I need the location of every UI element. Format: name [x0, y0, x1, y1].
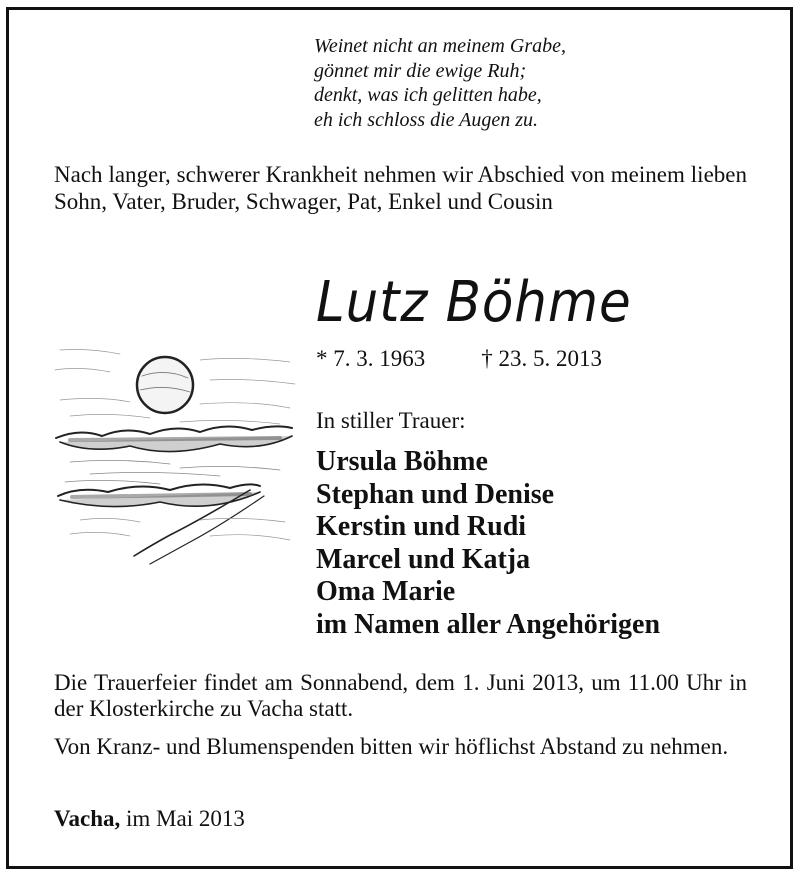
- intro-text: Nach langer, schwerer Krankheit nehmen wir Abschied von meinem lieben Sohn, Vater, Bruder, Schwager, Pat, Enkel und Cousin: [54, 162, 747, 214]
- mourner: im Namen aller Angehörigen: [316, 608, 661, 640]
- mourner: Kerstin und Rudi: [316, 511, 527, 542]
- poem-line: gönnet mir die ewige Ruh;: [314, 59, 527, 82]
- poem-line: denkt, was ich gelitten habe,: [314, 84, 542, 106]
- place-date: [54, 806, 245, 832]
- life-dates: [316, 346, 602, 372]
- poem-line: eh ich schloss die Augen zu.: [314, 108, 539, 131]
- mourner: Ursula Böhme: [316, 446, 488, 477]
- service-info: Die Trauerfeier findet am Sonnabend, dem 1. Juni 2013, um 11.00 Uhr in der Klosterkirche zu Vacha statt.: [54, 670, 747, 721]
- birth-date: * 7. 3. 1963: [316, 346, 426, 371]
- deceased-name: Lutz Böhme: [316, 270, 632, 335]
- place: Vacha,: [54, 806, 121, 831]
- mourner: Stephan und Denise: [316, 478, 555, 510]
- poem-line: Weinet nicht an meinem Grabe,: [314, 35, 566, 57]
- flowers-note: Von Kranz- und Blumenspenden bitten wir höflichst Abstand zu nehmen.: [54, 734, 729, 759]
- date: im Mai 2013: [126, 806, 245, 831]
- mourners-list: [316, 446, 660, 641]
- poem: [314, 34, 566, 132]
- mourner: Oma Marie: [316, 576, 456, 607]
- mourner: Marcel und Katja: [316, 543, 531, 575]
- death-date: † 23. 5. 2013: [481, 346, 602, 371]
- mourning-label: In stiller Trauer:: [316, 408, 466, 433]
- sunset-sea-illustration: [50, 330, 298, 572]
